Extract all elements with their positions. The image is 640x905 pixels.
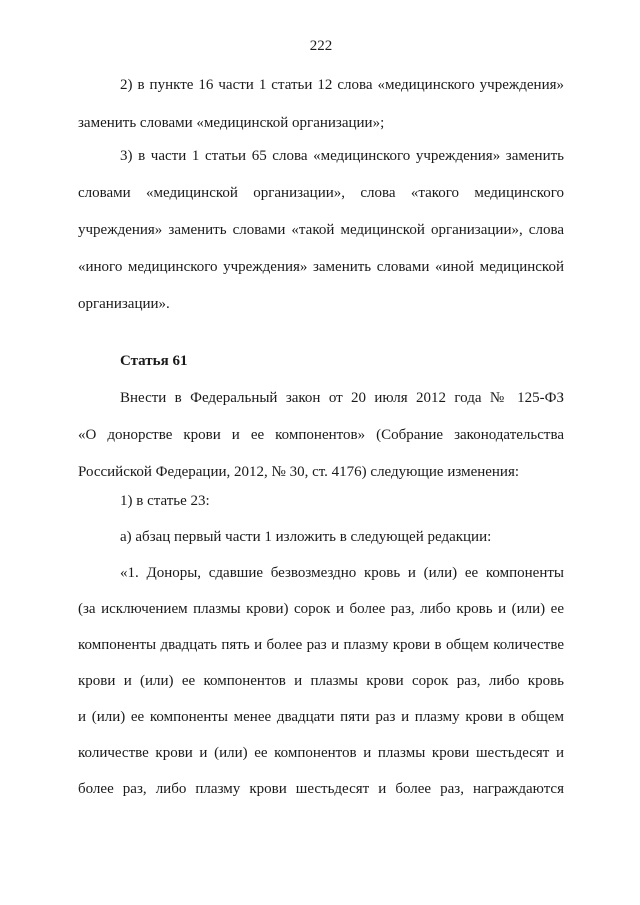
text-line: заменить словами «медицинской организации»; (78, 115, 385, 131)
text-line: компоненты двадцать пять и более раз и плазму крови в общем количестве (78, 637, 564, 653)
text-line: «О донорстве крови и ее компонентов» (Собрание законодательства (78, 427, 564, 443)
article-intro-paragraph (78, 389, 564, 481)
text-line: словами «медицинской организации», слова «такого медицинского (78, 185, 564, 201)
quoted-paragraph-1 (78, 564, 564, 798)
text-line: и (или) ее компоненты менее двадцати пяти раз и плазму крови в общем (78, 709, 564, 725)
text-line: организации». (78, 296, 170, 312)
text-line: Внести в Федеральный закон от 20 июля 2012 года № 125-ФЗ (120, 390, 564, 406)
text-line: 1) в статье 23: (120, 493, 210, 509)
amendment-item-1 (78, 492, 564, 510)
page-number: 222 (309, 38, 333, 54)
text-line: Российской Федерации, 2012, № 30, ст. 4176) следующие изменения: (78, 464, 520, 480)
text-line: 2) в пункте 16 части 1 статьи 12 слова «медицинского учреждения» (120, 77, 564, 93)
amendment-subitem-a (78, 528, 564, 546)
text-line: (за исключением плазмы крови) сорок и более раз, либо кровь и (или) ее (78, 601, 564, 617)
text-line: более раз, либо плазму крови шестьдесят и более раз, награждаются (78, 781, 564, 797)
article-heading: Статья 61 (120, 353, 188, 369)
text-line: количестве крови и (или) ее компонентов и плазмы крови шестьдесят и (78, 745, 564, 761)
paragraph-item-2 (78, 76, 564, 132)
paragraph-item-3 (78, 147, 564, 313)
text-line: а) абзац первый части 1 изложить в следующей редакции: (120, 529, 492, 545)
text-line: 3) в части 1 статьи 65 слова «медицинского учреждения» заменить (120, 148, 564, 164)
text-line: учреждения» заменить словами «такой медицинской организации», слова (78, 222, 564, 238)
text-line: крови и (или) ее компонентов и плазмы крови сорок раз, либо кровь (78, 673, 564, 689)
text-line: «1. Доноры, сдавшие безвозмездно кровь и (или) ее компоненты (120, 565, 564, 581)
text-line: «иного медицинского учреждения» заменить словами «иной медицинской (78, 259, 564, 275)
